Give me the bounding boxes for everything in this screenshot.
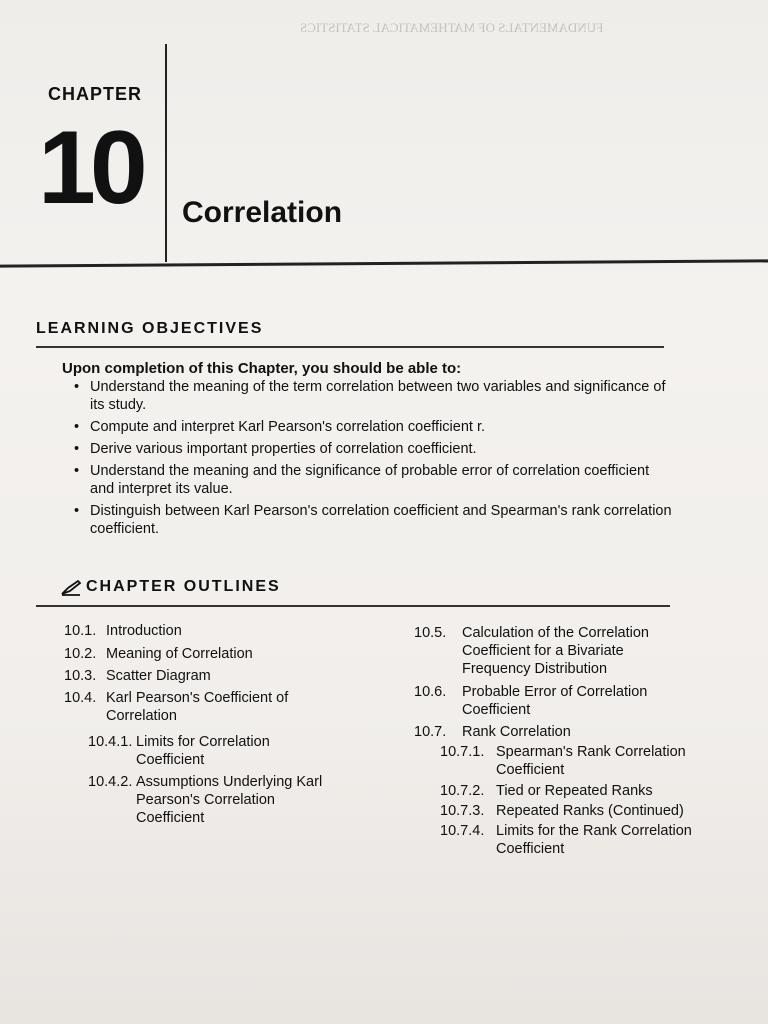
- objectives-list: [74, 378, 674, 542]
- objective-item: • Distinguish between Karl Pearson's correlation coefficient and Spearman's rank correlation coefficient.: [74, 502, 674, 538]
- section-rule: [36, 605, 670, 607]
- chapter-outlines-heading: CHAPTER OUTLINES: [86, 578, 281, 595]
- title-divider: [0, 259, 768, 267]
- vertical-divider: [165, 44, 167, 262]
- outline-entry: 10.3. Scatter Diagram: [64, 668, 211, 684]
- outline-entry: 10.4.1. Limits for Correlation Coefficient: [88, 734, 270, 768]
- outline-entry: 10.2. Meaning of Correlation: [64, 646, 253, 662]
- section-rule: [36, 346, 664, 348]
- chapter-label: CHAPTER: [48, 84, 143, 104]
- outline-entry: 10.7.4. Limits for the Rank Correlation Coefficient: [440, 823, 692, 857]
- outline-entry: 10.7.3. Repeated Ranks (Continued): [440, 803, 684, 819]
- chapter-title: Correlation: [182, 196, 343, 229]
- outline-entry: 10.5. Calculation of the Correlation Coefficient for a Bivariate Frequency Distribution: [414, 625, 649, 677]
- outline-entry: 10.4.2. Assumptions Underlying Karl Pearson's Correlation Coefficient: [88, 774, 323, 826]
- pencil-icon: [60, 579, 82, 597]
- objective-item: • Understand the meaning and the significance of probable error of correlation coefficient and interpret its value.: [74, 462, 674, 498]
- objective-item: • Understand the meaning of the term correlation between two variables and significance of its study.: [74, 378, 674, 414]
- outline-entry: 10.7.2. Tied or Repeated Ranks: [440, 783, 653, 799]
- chapter-number: 10: [38, 110, 142, 226]
- objective-item: • Compute and interpret Karl Pearson's correlation coefficient r.: [74, 418, 674, 436]
- objective-item: • Derive various important properties of correlation coefficient.: [74, 440, 674, 458]
- learning-objectives-heading: LEARNING OBJECTIVES: [36, 320, 264, 337]
- objectives-intro: Upon completion of this Chapter, you should be able to:: [62, 360, 462, 377]
- outline-entry: 10.7.1. Spearman's Rank Correlation Coefficient: [440, 744, 686, 778]
- outline-entry: 10.6. Probable Error of Correlation Coefficient: [414, 684, 648, 718]
- outline-entry: 10.7. Rank Correlation: [414, 724, 571, 740]
- show-through-text: FUNDAMENTALS OF MATHEMATICAL STATISTICS: [300, 20, 604, 35]
- outline-entry: 10.1. Introduction: [64, 623, 182, 639]
- outline-entry: 10.4. Karl Pearson's Coefficient of Correlation: [64, 690, 289, 724]
